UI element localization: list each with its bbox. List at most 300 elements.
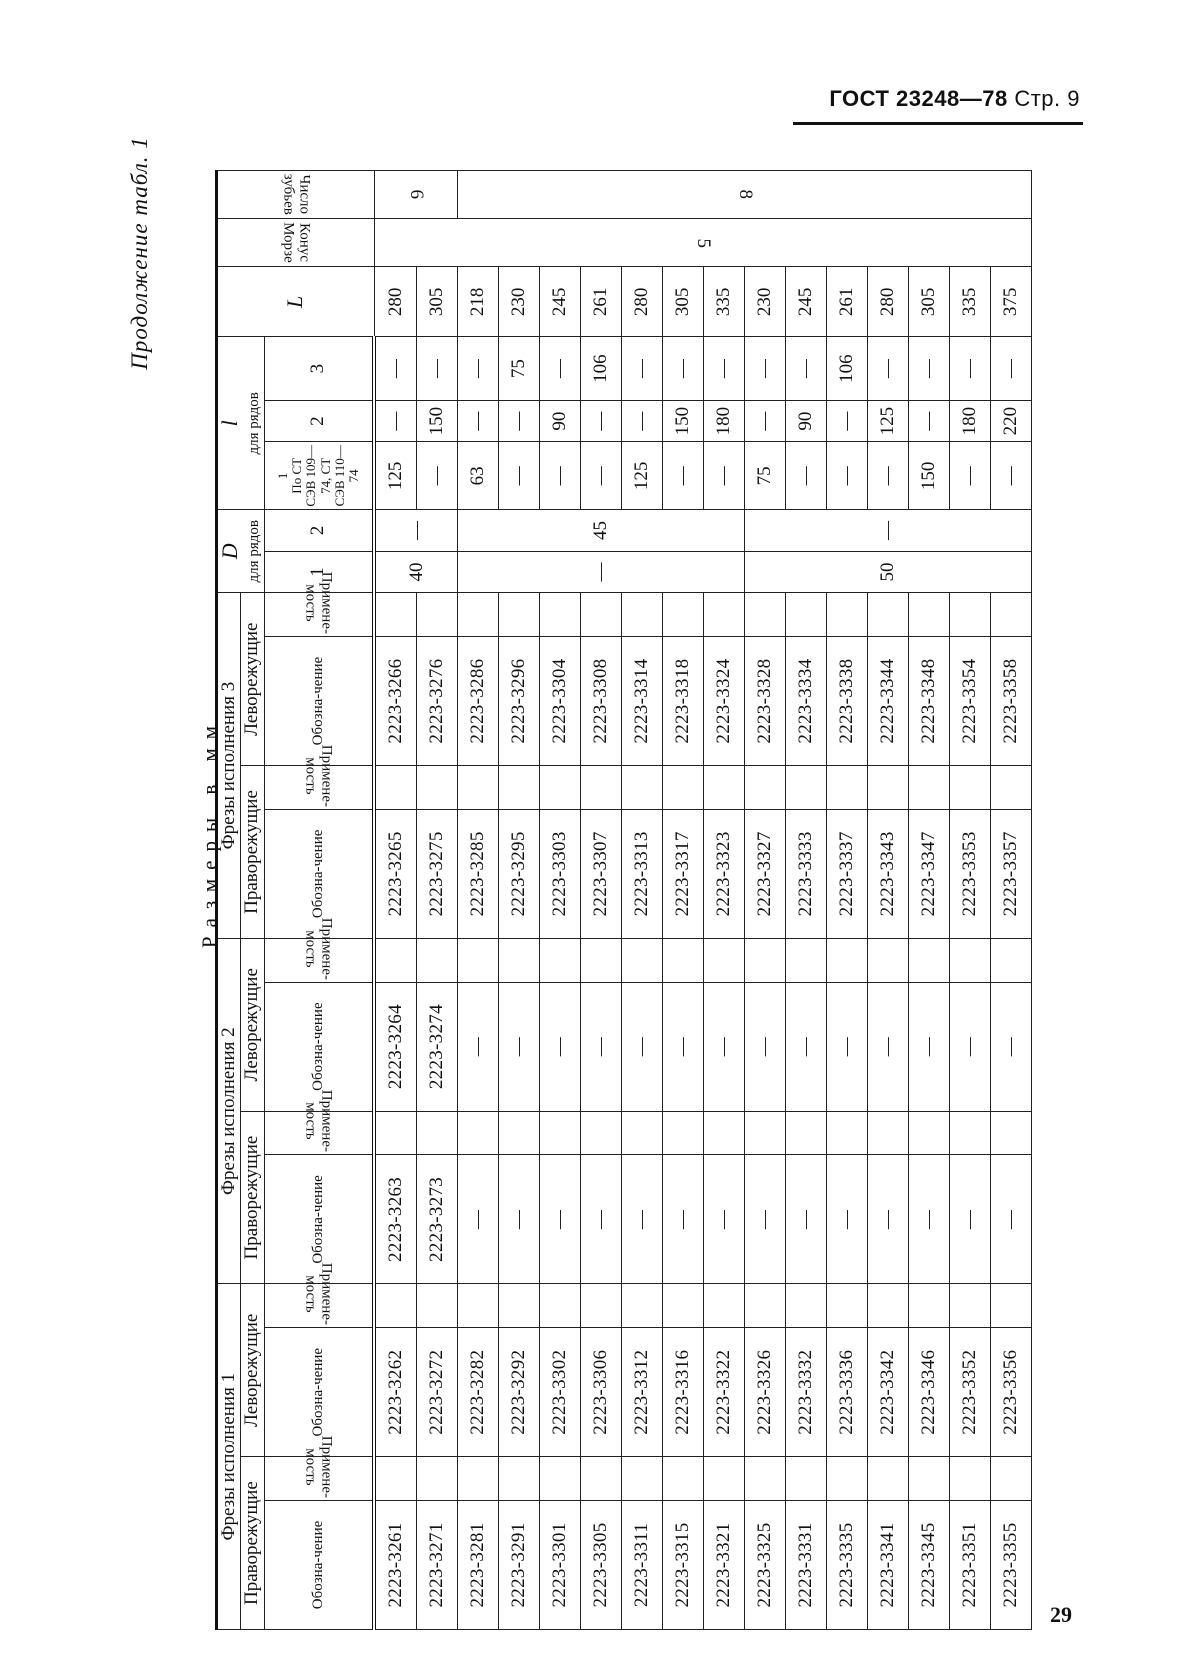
L-cell: 245 xyxy=(786,267,827,337)
applicability-cell xyxy=(909,1284,950,1328)
designation-cell: 2223-3356 xyxy=(991,1328,1032,1457)
l-l2-cell: 90 xyxy=(540,400,581,442)
l-l1-cell: — xyxy=(868,442,909,510)
l-l2-cell: — xyxy=(622,400,663,442)
header-g1-left: Леворежущие xyxy=(241,1284,264,1457)
table-row xyxy=(540,171,581,1630)
header-group-1: Фрезы исполнения 1 xyxy=(217,1284,241,1630)
applicability-cell xyxy=(950,1457,991,1501)
designation-cell: 2223-3312 xyxy=(622,1328,663,1457)
applicability-cell xyxy=(663,766,704,810)
teeth-cell: 6 xyxy=(374,171,458,219)
L-cell: 280 xyxy=(622,267,663,337)
designation-cell: — xyxy=(745,982,786,1111)
l-l2-cell: 125 xyxy=(868,400,909,442)
l-l1-cell: — xyxy=(704,442,745,510)
header-l-row3: 3 xyxy=(264,337,374,400)
header-g1-right: Праворежущие xyxy=(241,1457,264,1630)
applicability-cell xyxy=(909,938,950,982)
designation-cell: 2223-3336 xyxy=(827,1328,868,1457)
l-l1-cell: — xyxy=(827,442,868,510)
applicability-cell xyxy=(950,1284,991,1328)
L-cell: 335 xyxy=(950,267,991,337)
l-l2-cell: 180 xyxy=(704,400,745,442)
header-applicability: Примене-мость xyxy=(264,766,374,810)
designation-cell: 2223-3285 xyxy=(458,809,499,938)
l-l3-cell: — xyxy=(458,337,499,400)
L-cell: 218 xyxy=(458,267,499,337)
header-l-row1: 1 По СТ СЭВ 109—74, СТ СЭВ 110—74 xyxy=(264,442,374,510)
cutter-table xyxy=(215,170,1032,1630)
table-row xyxy=(458,171,499,1630)
applicability-cell xyxy=(827,1111,868,1155)
applicability-cell xyxy=(950,1111,991,1155)
applicability-cell xyxy=(786,1284,827,1328)
table-row xyxy=(499,171,540,1630)
applicability-cell xyxy=(499,1457,540,1501)
designation-cell: 2223-3272 xyxy=(417,1328,458,1457)
designation-cell: — xyxy=(950,982,991,1111)
designation-cell: 2223-3286 xyxy=(458,637,499,766)
l-l2-cell: 150 xyxy=(663,400,704,442)
D-row2-cell: — xyxy=(374,510,458,552)
designation-cell: 2223-3352 xyxy=(950,1328,991,1457)
l-l2-cell: 90 xyxy=(786,400,827,442)
designation-cell: — xyxy=(786,982,827,1111)
designation-cell: 2223-3326 xyxy=(745,1328,786,1457)
l-l3-cell: — xyxy=(909,337,950,400)
applicability-cell xyxy=(581,1111,622,1155)
applicability-cell xyxy=(374,1284,417,1328)
designation-cell: 2223-3265 xyxy=(374,809,417,938)
applicability-cell xyxy=(704,938,745,982)
page-label: Стр. 9 xyxy=(1014,86,1080,111)
designation-cell: 2223-3333 xyxy=(786,809,827,938)
designation-cell: 2223-3324 xyxy=(704,637,745,766)
applicability-cell xyxy=(581,1284,622,1328)
designation-cell: 2223-3296 xyxy=(499,637,540,766)
table-row xyxy=(663,171,704,1630)
designation-cell: 2223-3322 xyxy=(704,1328,745,1457)
designation-cell: 2223-3327 xyxy=(745,809,786,938)
designation-cell: — xyxy=(868,982,909,1111)
applicability-cell xyxy=(827,766,868,810)
header-L: L xyxy=(217,267,375,337)
applicability-cell xyxy=(704,1284,745,1328)
header-D: D для рядов xyxy=(217,510,265,593)
l-l1-cell: — xyxy=(417,442,458,510)
applicability-cell xyxy=(745,1284,786,1328)
designation-cell: 2223-3304 xyxy=(540,637,581,766)
applicability-cell xyxy=(704,1111,745,1155)
designation-cell: — xyxy=(909,982,950,1111)
designation-cell: 2223-3328 xyxy=(745,637,786,766)
designation-cell: — xyxy=(540,982,581,1111)
header-g3-right: Праворежущие xyxy=(241,766,264,939)
l-l2-cell: 180 xyxy=(950,400,991,442)
designation-cell: 2223-3348 xyxy=(909,637,950,766)
header-designation: Обозна-чение xyxy=(264,982,374,1111)
designation-cell: — xyxy=(458,1155,499,1284)
applicability-cell xyxy=(540,1457,581,1501)
header-morse: Конус Морзе xyxy=(217,219,375,267)
D-row2-cell: 45 xyxy=(458,510,745,552)
applicability-cell xyxy=(786,1457,827,1501)
designation-cell: 2223-3316 xyxy=(663,1328,704,1457)
designation-cell: — xyxy=(622,982,663,1111)
applicability-cell xyxy=(417,1111,458,1155)
L-cell: 230 xyxy=(499,267,540,337)
designation-cell: — xyxy=(581,982,622,1111)
designation-cell: 2223-3313 xyxy=(622,809,663,938)
designation-cell: 2223-3341 xyxy=(868,1500,909,1629)
designation-cell: 2223-3275 xyxy=(417,809,458,938)
header-applicability: Примене-мость xyxy=(264,1457,374,1501)
applicability-cell xyxy=(663,1457,704,1501)
applicability-cell xyxy=(786,593,827,637)
designation-cell: 2223-3344 xyxy=(868,637,909,766)
header-rule xyxy=(793,122,1083,125)
applicability-cell xyxy=(950,593,991,637)
table-row xyxy=(991,171,1032,1630)
designation-cell: — xyxy=(745,1155,786,1284)
applicability-cell xyxy=(622,938,663,982)
applicability-cell xyxy=(786,766,827,810)
l-l3-cell: 106 xyxy=(581,337,622,400)
applicability-cell xyxy=(909,1111,950,1155)
designation-cell: 2223-3338 xyxy=(827,637,868,766)
applicability-cell xyxy=(745,1111,786,1155)
l-l1-cell: — xyxy=(581,442,622,510)
applicability-cell xyxy=(868,1111,909,1155)
designation-cell: 2223-3318 xyxy=(663,637,704,766)
designation-cell: 2223-3302 xyxy=(540,1328,581,1457)
l-l2-cell: — xyxy=(909,400,950,442)
header-teeth: Число зубьев xyxy=(217,171,375,219)
L-cell: 280 xyxy=(868,267,909,337)
applicability-cell xyxy=(458,593,499,637)
designation-cell: 2223-3345 xyxy=(909,1500,950,1629)
applicability-cell xyxy=(540,766,581,810)
applicability-cell xyxy=(827,1284,868,1328)
header-group-3: Фрезы исполнения 3 xyxy=(217,593,241,939)
designation-cell: — xyxy=(909,1155,950,1284)
l-l1-cell: 150 xyxy=(909,442,950,510)
l-l1-cell: — xyxy=(540,442,581,510)
applicability-cell xyxy=(663,1111,704,1155)
table-row xyxy=(909,171,950,1630)
applicability-cell xyxy=(827,1457,868,1501)
l-l3-cell: 106 xyxy=(827,337,868,400)
l-l1-cell: 125 xyxy=(374,442,417,510)
table-body xyxy=(374,171,1032,1630)
applicability-cell xyxy=(909,1457,950,1501)
designation-cell: — xyxy=(704,982,745,1111)
applicability-cell xyxy=(458,1111,499,1155)
designation-cell: 2223-3332 xyxy=(786,1328,827,1457)
designation-cell: 2223-3273 xyxy=(417,1155,458,1284)
designation-cell: 2223-3321 xyxy=(704,1500,745,1629)
l-l1-cell: 75 xyxy=(745,442,786,510)
designation-cell: 2223-3271 xyxy=(417,1500,458,1629)
applicability-cell xyxy=(622,766,663,810)
l-l3-cell: — xyxy=(622,337,663,400)
designation-cell: — xyxy=(540,1155,581,1284)
L-cell: 245 xyxy=(540,267,581,337)
applicability-cell xyxy=(991,766,1032,810)
table-row xyxy=(868,171,909,1630)
designation-cell: 2223-3274 xyxy=(417,982,458,1111)
l-l3-cell: — xyxy=(868,337,909,400)
l-l3-cell: — xyxy=(417,337,458,400)
designation-cell: 2223-3342 xyxy=(868,1328,909,1457)
designation-cell: 2223-3295 xyxy=(499,809,540,938)
applicability-cell xyxy=(622,1457,663,1501)
L-cell: 261 xyxy=(581,267,622,337)
applicability-cell xyxy=(868,1284,909,1328)
header-g2-left: Леворежущие xyxy=(241,938,264,1111)
designation-cell: 2223-3347 xyxy=(909,809,950,938)
applicability-cell xyxy=(581,938,622,982)
applicability-cell xyxy=(704,1457,745,1501)
applicability-cell xyxy=(663,1284,704,1328)
applicability-cell xyxy=(991,593,1032,637)
designation-cell: 2223-3261 xyxy=(374,1500,417,1629)
designation-cell: 2223-3291 xyxy=(499,1500,540,1629)
designation-cell: 2223-3301 xyxy=(540,1500,581,1629)
header-designation: Обозна-чение xyxy=(264,1328,374,1457)
l-l2-cell: — xyxy=(581,400,622,442)
page-header xyxy=(790,86,1080,112)
L-cell: 261 xyxy=(827,267,868,337)
applicability-cell xyxy=(417,938,458,982)
designation-cell: 2223-3335 xyxy=(827,1500,868,1629)
designation-cell: 2223-3353 xyxy=(950,809,991,938)
applicability-cell xyxy=(704,766,745,810)
l-l2-cell: 150 xyxy=(417,400,458,442)
table-row xyxy=(950,171,991,1630)
units-caption: Размеры в мм xyxy=(197,716,222,949)
applicability-cell xyxy=(540,1111,581,1155)
designation-cell: — xyxy=(704,1155,745,1284)
designation-cell: — xyxy=(868,1155,909,1284)
designation-cell: 2223-3331 xyxy=(786,1500,827,1629)
applicability-cell xyxy=(745,593,786,637)
L-cell: 305 xyxy=(909,267,950,337)
applicability-cell xyxy=(417,766,458,810)
designation-cell: — xyxy=(827,1155,868,1284)
header-l: l для рядов xyxy=(217,337,265,510)
applicability-cell xyxy=(868,1457,909,1501)
applicability-cell xyxy=(950,938,991,982)
applicability-cell xyxy=(991,1457,1032,1501)
l-l3-cell: — xyxy=(374,337,417,400)
designation-cell: — xyxy=(622,1155,663,1284)
designation-cell: 2223-3306 xyxy=(581,1328,622,1457)
applicability-cell xyxy=(499,1111,540,1155)
applicability-cell xyxy=(827,593,868,637)
teeth-cell: 8 xyxy=(458,171,1032,219)
applicability-cell xyxy=(499,593,540,637)
l-l3-cell: — xyxy=(991,337,1032,400)
applicability-cell xyxy=(991,938,1032,982)
l-l3-cell: — xyxy=(663,337,704,400)
applicability-cell xyxy=(499,1284,540,1328)
applicability-cell xyxy=(540,593,581,637)
applicability-cell xyxy=(417,593,458,637)
designation-cell: 2223-3262 xyxy=(374,1328,417,1457)
applicability-cell xyxy=(868,593,909,637)
applicability-cell xyxy=(745,938,786,982)
header-l-row2: 2 xyxy=(264,400,374,442)
designation-cell: 2223-3305 xyxy=(581,1500,622,1629)
applicability-cell xyxy=(991,1111,1032,1155)
designation-cell: 2223-3346 xyxy=(909,1328,950,1457)
l-l2-cell: — xyxy=(458,400,499,442)
designation-cell: 2223-3303 xyxy=(540,809,581,938)
designation-cell: 2223-3281 xyxy=(458,1500,499,1629)
header-applicability: Примене-мость xyxy=(264,938,374,982)
designation-cell: 2223-3358 xyxy=(991,637,1032,766)
L-cell: 335 xyxy=(704,267,745,337)
designation-cell: 2223-3351 xyxy=(950,1500,991,1629)
applicability-cell xyxy=(458,938,499,982)
table-row xyxy=(745,171,786,1630)
designation-cell: 2223-3266 xyxy=(374,637,417,766)
l-l1-cell: — xyxy=(499,442,540,510)
table-row xyxy=(581,171,622,1630)
header-designation: Обозна-чение xyxy=(264,809,374,938)
designation-cell: — xyxy=(581,1155,622,1284)
applicability-cell xyxy=(499,766,540,810)
applicability-cell xyxy=(581,1457,622,1501)
L-cell: 280 xyxy=(374,267,417,337)
applicability-cell xyxy=(540,1284,581,1328)
applicability-cell xyxy=(622,1111,663,1155)
header-g2-right: Праворежущие xyxy=(241,1111,264,1284)
applicability-cell xyxy=(581,766,622,810)
morse-cell: 5 xyxy=(374,219,1032,267)
l-l3-cell: — xyxy=(704,337,745,400)
header-D-row2: 2 xyxy=(264,510,374,552)
D-row1-cell: — xyxy=(458,551,745,593)
applicability-cell xyxy=(417,1457,458,1501)
l-l2-cell: 220 xyxy=(991,400,1032,442)
designation-cell: — xyxy=(458,982,499,1111)
designation-cell: 2223-3263 xyxy=(374,1155,417,1284)
applicability-cell xyxy=(458,766,499,810)
l-l1-cell: — xyxy=(991,442,1032,510)
D-row1-cell: 50 xyxy=(745,551,1032,593)
l-l1-cell: 125 xyxy=(622,442,663,510)
applicability-cell xyxy=(374,593,417,637)
designation-cell: — xyxy=(663,982,704,1111)
designation-cell: 2223-3323 xyxy=(704,809,745,938)
designation-cell: 2223-3317 xyxy=(663,809,704,938)
applicability-cell xyxy=(950,766,991,810)
table-row xyxy=(704,171,745,1630)
applicability-cell xyxy=(909,593,950,637)
designation-cell: 2223-3343 xyxy=(868,809,909,938)
applicability-cell xyxy=(827,938,868,982)
D-row1-cell: 40 xyxy=(374,551,458,593)
applicability-cell xyxy=(374,938,417,982)
page-number: 29 xyxy=(1050,1602,1072,1627)
designation-cell: — xyxy=(827,982,868,1111)
applicability-cell xyxy=(868,938,909,982)
header-applicability: Примене-мость xyxy=(264,1111,374,1155)
header-g3-left: Леворежущие xyxy=(241,593,264,766)
l-l3-cell: — xyxy=(786,337,827,400)
designation-cell: 2223-3308 xyxy=(581,637,622,766)
designation-cell: — xyxy=(663,1155,704,1284)
designation-cell: 2223-3307 xyxy=(581,809,622,938)
L-cell: 230 xyxy=(745,267,786,337)
designation-cell: 2223-3311 xyxy=(622,1500,663,1629)
designation-cell: 2223-3264 xyxy=(374,982,417,1111)
applicability-cell xyxy=(663,938,704,982)
header-group-2: Фрезы исполнения 2 xyxy=(217,938,241,1284)
header-designation: Обозна-чение xyxy=(264,637,374,766)
designation-cell: 2223-3337 xyxy=(827,809,868,938)
applicability-cell xyxy=(704,593,745,637)
header-designation: Обозна-чение xyxy=(264,1155,374,1284)
designation-cell: 2223-3282 xyxy=(458,1328,499,1457)
applicability-cell xyxy=(499,938,540,982)
l-l1-cell: 63 xyxy=(458,442,499,510)
table-container xyxy=(215,170,1075,1630)
applicability-cell xyxy=(909,766,950,810)
L-cell: 375 xyxy=(991,267,1032,337)
l-l3-cell: — xyxy=(950,337,991,400)
applicability-cell xyxy=(622,1284,663,1328)
l-l3-cell: — xyxy=(540,337,581,400)
l-l3-cell: — xyxy=(745,337,786,400)
applicability-cell xyxy=(991,1284,1032,1328)
designation-cell: — xyxy=(991,982,1032,1111)
header-applicability: Примене-мость xyxy=(264,1284,374,1328)
designation-cell: — xyxy=(950,1155,991,1284)
l-l1-cell: — xyxy=(950,442,991,510)
table-row xyxy=(417,171,458,1630)
header-designation: Обозна-чение xyxy=(264,1500,374,1629)
applicability-cell xyxy=(458,1457,499,1501)
table-row xyxy=(827,171,868,1630)
L-cell: 305 xyxy=(663,267,704,337)
designation-cell: 2223-3276 xyxy=(417,637,458,766)
applicability-cell xyxy=(458,1284,499,1328)
l-l2-cell: — xyxy=(745,400,786,442)
applicability-cell xyxy=(663,593,704,637)
header-applicability: Примене-мость xyxy=(264,593,374,637)
designation-cell: — xyxy=(499,982,540,1111)
table-caption: Продолжение табл. 1 xyxy=(127,136,152,370)
table-row xyxy=(622,171,663,1630)
applicability-cell xyxy=(417,1284,458,1328)
designation-cell: 2223-3315 xyxy=(663,1500,704,1629)
designation-cell: 2223-3355 xyxy=(991,1500,1032,1629)
applicability-cell xyxy=(745,766,786,810)
l-l2-cell: — xyxy=(499,400,540,442)
L-cell: 305 xyxy=(417,267,458,337)
designation-cell: 2223-3354 xyxy=(950,637,991,766)
designation-cell: 2223-3334 xyxy=(786,637,827,766)
table-row xyxy=(786,171,827,1630)
D-row2-cell: — xyxy=(745,510,1032,552)
applicability-cell xyxy=(374,1111,417,1155)
applicability-cell xyxy=(745,1457,786,1501)
applicability-cell xyxy=(581,593,622,637)
